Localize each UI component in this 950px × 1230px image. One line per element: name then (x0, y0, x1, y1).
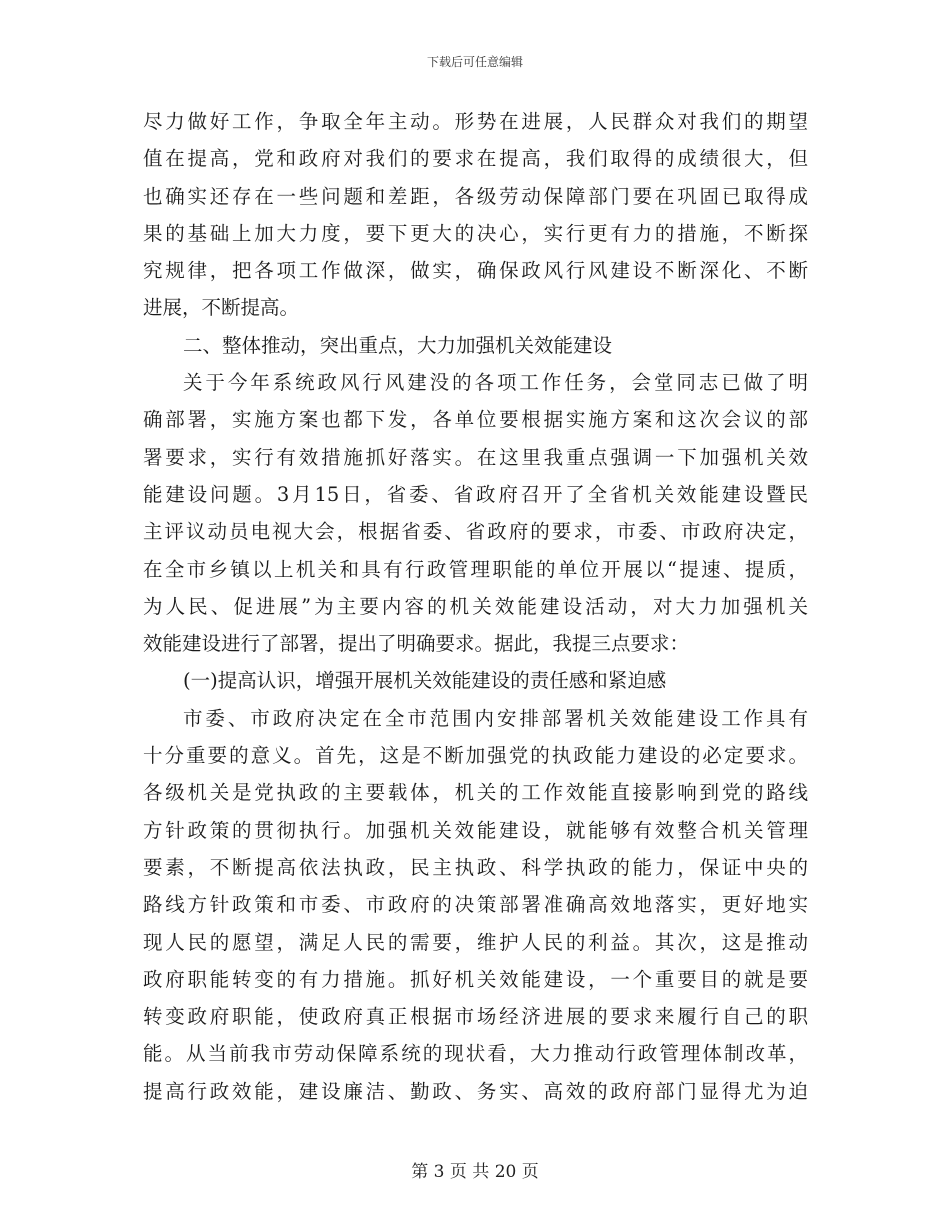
page-footer: 第 3 页 共 20 页 (411, 1162, 539, 1182)
text-line: 各级机关是党执政的主要载体，机关的工作效能直接影响到党的路线 (143, 781, 808, 805)
page-header: 下载后可任意编辑 (426, 55, 523, 69)
text-line: 进展，不断提高。 (143, 296, 300, 320)
text-line: 方针政策的贯彻执行。加强机关效能建设，就能够有效整合机关管理 (143, 818, 808, 842)
text-line: 尽力做好工作，争取全年主动。形势在进展，人民群众对我们的期望 (143, 110, 808, 133)
text-line: 在全市乡镇以上机关和具有行政管理职能的单位开展以“提速、提质， (143, 557, 808, 581)
text-line: 能建设问题。3月15日，省委、省政府召开了全省机关效能建设暨民 (143, 482, 808, 506)
text-line: 十分重要的意义。首先，这是不断加强党的执政能力建设的必定要求。 (143, 744, 808, 768)
text-line: 也确实还存在一些问题和差距，各级劳动保障部门要在巩固已取得成 (143, 184, 808, 208)
text-line: 路线方针政策和市委、市政府的决策部署准确高效地落实，更好地实 (143, 893, 808, 917)
text-line: 值在提高，党和政府对我们的要求在提高，我们取得的成绩很大，但 (143, 147, 808, 171)
text-line: 转变政府职能，使政府真正根据市场经济进展的要求来履行自己的职 (143, 1005, 808, 1029)
text-line: 市委、市政府决定在全市范围内安排部署机关效能建设工作具有 (183, 706, 808, 730)
text-line: 为人民、促进展”为主要内容的机关效能建设活动，对大力加强机关 (143, 594, 808, 618)
text-line: 要素，不断提高依法执政，民主执政、科学执政的能力，保证中央的 (143, 855, 808, 879)
text-line: 究规律，把各项工作做深，做实，确保政风行风建设不断深化、不断 (143, 259, 808, 283)
text-line: 主评议动员电视大会，根据省委、省政府的要求，市委、市政府决定， (143, 520, 808, 544)
text-line: 署要求，实行有效措施抓好落实。在这里我重点强调一下加强机关效 (143, 445, 808, 469)
text-line: 果的基础上加大力度，要下更大的决心，实行更有力的措施，不断探 (143, 221, 808, 245)
text-line: 现人民的愿望，满足人民的需要，维护人民的利益。其次，这是推动 (143, 930, 808, 954)
text-line: 效能建设进行了部署，提出了明确要求。据此，我提三点要求： (143, 632, 690, 656)
text-line: 能。从当前我市劳动保障系统的现状看，大力推动行政管理体制改革， (143, 1042, 808, 1066)
text-line: 提高行政效能，建设廉洁、勤政、务实、高效的政府部门显得尤为迫 (143, 1079, 808, 1103)
text-line: 关于今年系统政风行风建没的各项工作任务，会堂同志已做了明 (183, 371, 808, 395)
text-line: (一)提高认识，增强开展机关效能建设的责任感和紧迫感 (183, 669, 667, 693)
document-body (143, 103, 808, 1110)
text-line: 确部署，实施方案也都下发，各单位要根据实施方案和这次会议的部 (143, 408, 808, 432)
text-line: 政府职能转变的有力措施。抓好机关效能建设，一个重要目的就是要 (143, 967, 808, 991)
text-line: 二、整体推动，突出重点，大力加强机关效能建设 (183, 333, 613, 357)
